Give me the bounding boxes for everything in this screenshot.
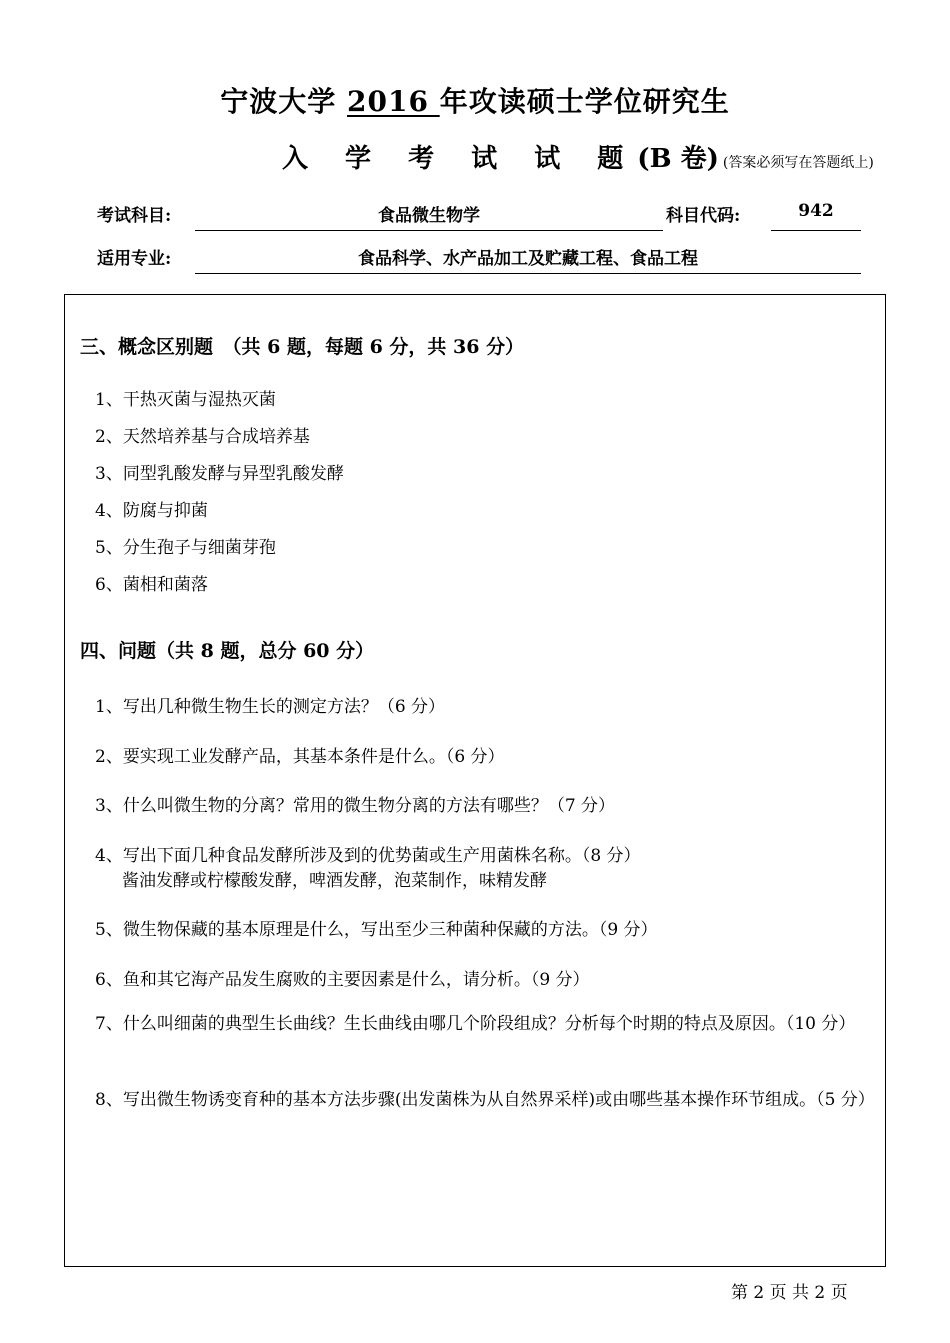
exam-paper-version: (B 卷)	[637, 144, 719, 174]
exam-title	[0, 80, 950, 120]
question-6: 6、鱼和其它海产品发生腐败的主要因素是什么，请分析。（9 分）	[95, 970, 590, 990]
exam-answer-note: (答案必须写在答题纸上)	[722, 155, 874, 171]
code-value: 942	[798, 201, 834, 221]
subject-underline	[195, 230, 663, 231]
title-year: 2016	[347, 85, 440, 118]
question-4-detail: 酱油发酵或柠檬酸发酵，啤酒发酵，泡菜制作，味精发酵	[122, 871, 547, 891]
section-3-item: 2、天然培养基与合成培养基	[95, 427, 310, 447]
section-3-item: 6、菌相和菌落	[95, 575, 208, 595]
section-3-item: 3、同型乳酸发酵与异型乳酸发酵	[95, 464, 344, 484]
question-2: 2、要实现工业发酵产品，其基本条件是什么。（6 分）	[95, 747, 505, 767]
page-number: 第 2 页 共 2 页	[731, 1283, 848, 1303]
section-3-item: 5、分生孢子与细菌芽孢	[95, 538, 276, 558]
code-underline	[771, 230, 861, 231]
title-suffix: 年攻读硕士学位研究生	[439, 85, 730, 118]
question-1: 1、写出几种微生物生长的测定方法？（6 分）	[95, 697, 446, 717]
section-3-heading: 三、概念区别题 （共 6 题，每题 6 分，共 36 分）	[80, 336, 525, 358]
major-label: 适用专业:	[97, 249, 172, 269]
question-7: 7、什么叫细菌的典型生长曲线？生长曲线由哪几个阶段组成？分析每个时期的特点及原因。（10 分）	[95, 1014, 856, 1034]
question-4: 4、写出下面几种食品发酵所涉及到的优势菌或生产用菌株名称。（8 分）	[95, 846, 641, 866]
section-3-item: 4、防腐与抑菌	[95, 501, 208, 521]
exam-subtitle	[282, 138, 874, 175]
subject-value: 食品微生物学	[378, 206, 480, 226]
exam-subtitle-text: 入 学 考 试 试 题	[282, 144, 638, 174]
title-prefix: 宁波大学	[220, 85, 348, 118]
code-label: 科目代码:	[666, 206, 741, 226]
subject-label: 考试科目:	[97, 206, 172, 226]
major-underline	[195, 273, 861, 274]
major-value: 食品科学、水产品加工及贮藏工程、食品工程	[358, 249, 698, 269]
section-4-heading: 四、问题（共 8 题，总分 60 分）	[80, 640, 375, 662]
question-5: 5、微生物保藏的基本原理是什么，写出至少三种菌种保藏的方法。（9 分）	[95, 920, 658, 940]
section-3-item: 1、干热灭菌与湿热灭菌	[95, 390, 276, 410]
question-3: 3、什么叫微生物的分离？常用的微生物分离的方法有哪些？（7 分）	[95, 796, 616, 816]
question-8: 8、写出微生物诱变育种的基本方法步骤(出发菌株为从自然界采样)或由哪些基本操作环节组成。（5 分）	[95, 1090, 875, 1110]
